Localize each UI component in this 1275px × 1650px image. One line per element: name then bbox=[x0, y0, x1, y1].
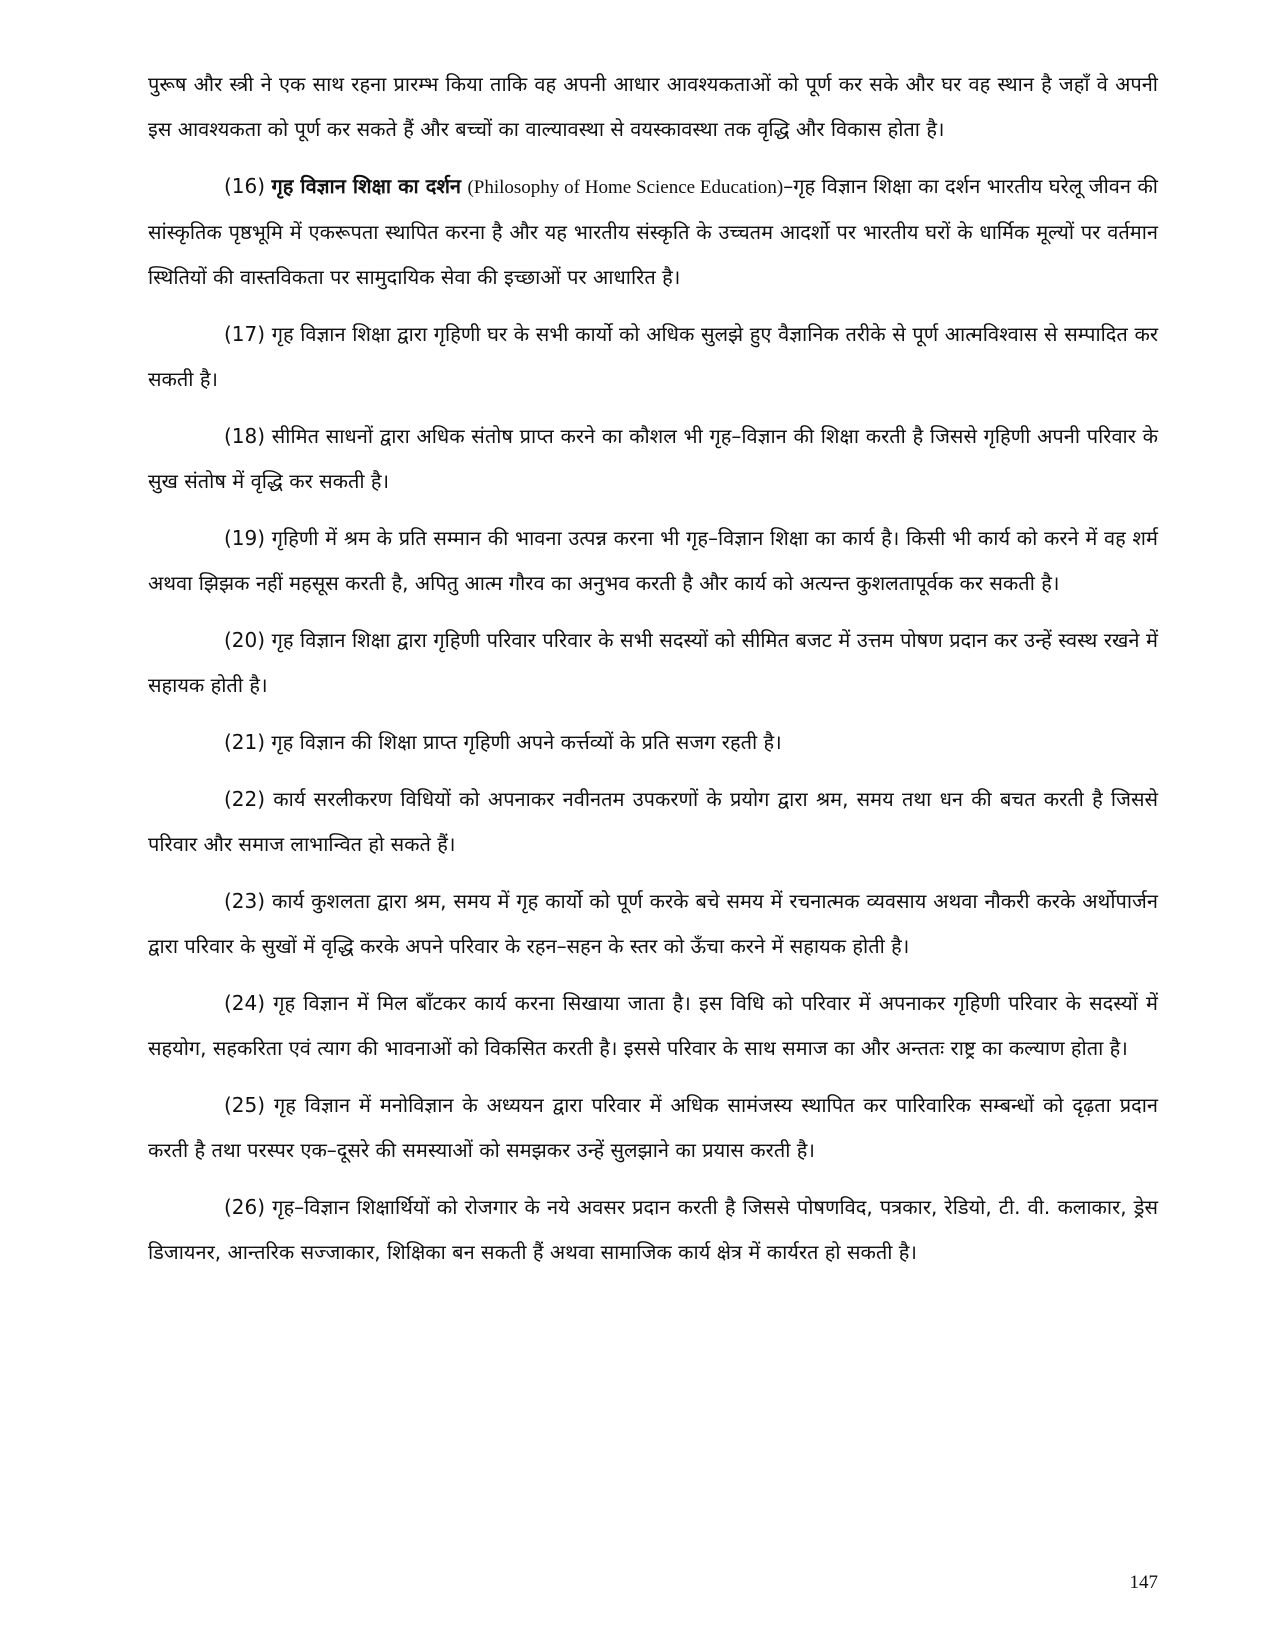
paragraph-text: गृह विज्ञान में मिल बाँटकर कार्य करना सिखाया जाता है। इस विधि को परिवार में अपनाकर गृहिणी परिवार के सदस्यों में सहयोग, सहकरिता एवं त्याग की भावनाओं को विकसित करती है। इससे परिवार के साथ समाज का और अन्ततः राष्ट्र का कल्याण होता है। bbox=[148, 991, 1158, 1060]
paragraph-text: सीमित साधनों द्वारा अधिक संतोष प्राप्त करने का कौशल भी गृह–विज्ञान की शिक्षा करती है जिससे गृहिणी अपनी परिवार के सुख संतोष में वृद्धि कर सकती है। bbox=[148, 424, 1158, 493]
paragraph-text: गृह विज्ञान शिक्षा द्वारा गृहिणी परिवार परिवार के सभी सदस्यों को सीमित बजट में उत्तम पोषण प्रदान कर उन्हें स्वस्थ रखने में सहायक होती है। bbox=[148, 628, 1158, 697]
paragraph-text: –गृह विज्ञान शिक्षा का दर्शन भारतीय घरेलू जीवन की सांस्कृतिक पृष्ठभूमि में एकरूपता स्थापित करना है और यह भारतीय संस्कृति के उच्चतम आदर्शो पर भारतीय घरों के धार्मिक मूल्यों पर वर्तमान स्थितियों की वास्तविकता पर सामुदायिक सेवा की इच्छाओं पर आधारित है। bbox=[148, 174, 1158, 289]
paragraph-number: (20) bbox=[224, 628, 266, 652]
paragraph-text: गृह–विज्ञान शिक्षार्थियों को रोजगार के नये अवसर प्रदान करती है जिससे पोषणविद, पत्रकार, रेडियो, टी. वी. कलाकार, ड्रेस डिजायनर, आन्तरिक सज्जाकार, शिक्षिका बन सकती हैं अथवा सामाजिक कार्य क्षेत्र में कार्यरत हो सकती है। bbox=[148, 1195, 1159, 1264]
paragraph-text: गृहिणी में श्रम के प्रति सम्मान की भावना उत्पन्न करना भी गृह–विज्ञान शिक्षा का कार्य है। किसी भी कार्य को करने में वह शर्म अथवा झिझक नहीं महसूस करती है, अपितु आत्म गौरव का अनुभव करती है और कार्य को अत्यन्त कुशलतापूर्वक कर सकती है। bbox=[148, 526, 1158, 595]
paragraph-17 bbox=[148, 312, 1158, 402]
paragraph-text: गृह विज्ञान की शिक्षा प्राप्त गृहिणी अपने कर्त्तव्यों के प्रति सजग रहती है। bbox=[271, 730, 782, 754]
paragraph-text: पुरूष और स्त्री ने एक साथ रहना प्रारम्भ किया ताकि वह अपनी आधार आवश्यकताओं को पूर्ण कर सके और घर वह स्थान है जहाँ वे अपनी इस आवश्यकता को पूर्ण कर सकते हैं और बच्चों का वाल्यावस्था से वयस्कावस्था तक वृद्धि और विकास होता है। bbox=[148, 72, 1158, 141]
paragraph-22 bbox=[148, 777, 1158, 867]
paragraph-text: गृह विज्ञान शिक्षा द्वारा गृहिणी घर के सभी कार्यो को अधिक सुलझे हुए वैज्ञानिक तरीके से पूर्ण आत्मविश्वास से सम्पादित कर सकती है। bbox=[148, 322, 1158, 391]
paragraph-intro bbox=[148, 62, 1158, 152]
page-number: 147 bbox=[1129, 1572, 1158, 1593]
paragraph-20 bbox=[148, 618, 1158, 708]
section-heading-english: (Philosophy of Home Science Education) bbox=[467, 177, 784, 198]
paragraph-16 bbox=[148, 164, 1158, 300]
paragraph-number: (19) bbox=[224, 526, 266, 550]
paragraph-number: (22) bbox=[224, 787, 266, 811]
paragraph-number: (26) bbox=[224, 1195, 266, 1219]
paragraph-26 bbox=[148, 1185, 1158, 1275]
document-body bbox=[148, 62, 1158, 1287]
paragraph-number: (18) bbox=[224, 424, 266, 448]
paragraph-number: (25) bbox=[224, 1093, 266, 1117]
paragraph-number: (24) bbox=[224, 991, 266, 1015]
paragraph-23 bbox=[148, 879, 1158, 969]
paragraph-text: कार्य कुशलता द्वारा श्रम, समय में गृह कार्यो को पूर्ण करके बचे समय में रचनात्मक व्यवसाय अथवा नौकरी करके अर्थोपार्जन द्वारा परिवार के सुखों में वृद्धि करके अपने परिवार के रहन–सहन के स्तर को ऊँचा करने में सहायक होती है। bbox=[148, 889, 1158, 958]
paragraph-number: (21) bbox=[224, 730, 266, 754]
paragraph-number: (23) bbox=[224, 889, 266, 913]
paragraph-21 bbox=[148, 720, 1158, 765]
paragraph-text: कार्य सरलीकरण विधियों को अपनाकर नवीनतम उपकरणों के प्रयोग द्वारा श्रम, समय तथा धन की बचत करती है जिससे परिवार और समाज लाभान्वित हो सकते हैं। bbox=[148, 787, 1158, 856]
section-heading: गृह विज्ञान शिक्षा का दर्शन bbox=[271, 174, 462, 198]
paragraph-number: (17) bbox=[224, 322, 266, 346]
paragraph-18 bbox=[148, 414, 1158, 504]
paragraph-25 bbox=[148, 1083, 1158, 1173]
paragraph-24 bbox=[148, 981, 1158, 1071]
paragraph-text: गृह विज्ञान में मनोविज्ञान के अध्ययन द्वारा परिवार में अधिक सामंजस्य स्थापित कर पारिवारिक सम्बन्धों को दृढ़ता प्रदान करती है तथा परस्पर एक–दूसरे की समस्याओं को समझकर उन्हें सुलझाने का प्रयास करती है। bbox=[148, 1093, 1158, 1162]
paragraph-number: (16) bbox=[224, 174, 266, 198]
paragraph-19 bbox=[148, 516, 1158, 606]
